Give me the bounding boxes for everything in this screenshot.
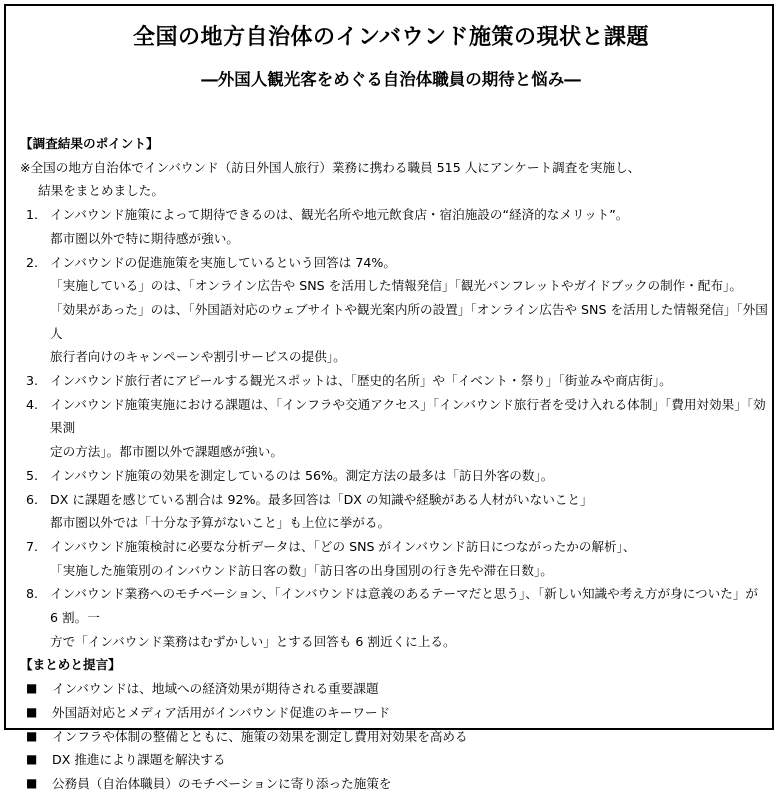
square-bullet-icon: ■ <box>26 728 38 743</box>
point-text-line: インバウンド施策の効果を測定しているのは 56%。測定方法の最多は「訪日外客の数」。 <box>50 467 554 483</box>
point-number: 4. <box>26 396 39 412</box>
document-title: 全国の地方自治体のインバウンド施策の現状と課題 <box>133 25 649 50</box>
point-item <box>20 251 770 370</box>
point-text-line: 「効果があった」のは、「外国語対応のウェブサイトや観光案内所の設置」「オンライン広告や SNS を活用した情報発信」「外国人 <box>50 301 768 341</box>
point-number: 7. <box>26 538 39 554</box>
summary-item <box>20 772 770 796</box>
point-item <box>20 582 770 653</box>
document-body <box>20 132 770 796</box>
point-text <box>50 369 770 393</box>
point-text <box>50 393 770 464</box>
square-bullet-icon: ■ <box>26 775 38 790</box>
point-text-line: 都市圏以外では「十分な予算がないこと」も上位に挙がる。 <box>50 515 391 531</box>
square-bullet-icon: ■ <box>26 704 38 719</box>
point-text-line: 方で「インバウンド業務はむずかしい」とする回答も 6 割近くに上る。 <box>50 633 456 649</box>
point-text <box>50 582 770 653</box>
survey-note-line2: 結果をまとめました。 <box>38 183 164 199</box>
points-heading: 【調査結果のポイント】 <box>20 136 159 151</box>
point-number: 5. <box>26 467 39 483</box>
point-text-line: インバウンドの促進施策を実施しているという回答は 74%。 <box>50 254 396 270</box>
square-bullet-icon: ■ <box>26 752 38 767</box>
point-item <box>20 393 770 464</box>
point-text <box>50 535 770 582</box>
summary-item <box>20 725 770 749</box>
point-item <box>20 369 770 393</box>
point-text <box>50 251 770 370</box>
point-text-line: インバウンド施策によって期待できるのは、観光名所や地元飲食店・宿泊施設の“経済的なメリット”。 <box>50 207 629 223</box>
summary-heading: 【まとめと提言】 <box>20 657 121 673</box>
point-text-line: DX に課題を感じている割合は 92%。最多回答は「DX の知識や経験がある人材がいないこと」 <box>50 491 593 507</box>
summary-item <box>20 677 770 701</box>
point-text-line: 旅行者向けのキャンペーンや割引サービスの提供」。 <box>50 349 346 365</box>
point-text <box>50 488 770 535</box>
point-text-line: 定の方法」。都市圏以外で課題感が強い。 <box>50 444 283 460</box>
point-text-line: 「実施した施策別のインバウンド訪日客の数」「訪日客の出身国別の行き先や滞在日数」。 <box>50 562 553 578</box>
point-text-line: インバウンド施策実施における課題は、「インフラや交通アクセス」「インバウンド旅行者を受け入れる体制」「費用対効果」「効果測 <box>50 396 766 436</box>
point-item <box>20 488 770 535</box>
survey-note-line1: ※全国の地方自治体でインバウンド（訪日外国人旅行）業務に携わる職員 515 人にアンケート調査を実施し、 <box>20 159 641 175</box>
point-number: 6. <box>26 491 39 507</box>
point-text-line: インバウンド業務へのモチベーション、「インバウンドは意義のあるテーマだと思う」、「新しい知識や考え方が身についた」が 6 割。一 <box>50 586 759 626</box>
points-list <box>20 203 770 653</box>
point-text-line: 都市圏以外で特に期待感が強い。 <box>50 230 239 246</box>
summary-item-text: DX 推進により課題を解決する <box>52 752 226 768</box>
point-item <box>20 203 770 250</box>
point-number: 2. <box>26 254 39 270</box>
summary-item <box>20 701 770 725</box>
point-text <box>50 203 770 250</box>
summary-item-text: 外国語対応とメディア活用がインバウンド促進のキーワード <box>52 704 391 720</box>
summary-item <box>20 748 770 772</box>
point-item <box>20 464 770 488</box>
point-number: 8. <box>26 586 39 602</box>
point-text-line: インバウンド施策検討に必要な分析データは、「どの SNS がインバウンド訪日につながったかの解析」、 <box>50 538 636 554</box>
point-number: 1. <box>26 207 39 223</box>
point-item <box>20 535 770 582</box>
document-frame <box>4 4 774 791</box>
point-text <box>50 464 770 488</box>
summary-item-text: 公務員（自治体職員）のモチベーションに寄り添った施策を <box>52 775 392 791</box>
point-text-line: 「実施している」のは、「オンライン広告や SNS を活用した情報発信」「観光パンフレットやガイドブックの制作・配布」。 <box>50 278 742 294</box>
summary-list <box>20 677 770 796</box>
point-number: 3. <box>26 373 39 389</box>
point-text-line: インバウンド旅行者にアピールする観光スポットは、「歴史的名所」や「イベント・祭り」「街並みや商店街」。 <box>50 373 672 389</box>
summary-item-text: インフラや体制の整備とともに、施策の効果を測定し費用対効果を高める <box>52 728 468 744</box>
document-subtitle: ―外国人観光客をめぐる自治体職員の期待と悩み― <box>201 70 581 89</box>
summary-item-text: インバウンドは、地域への経済効果が期待される重要課題 <box>52 681 379 697</box>
square-bullet-icon: ■ <box>26 681 38 696</box>
